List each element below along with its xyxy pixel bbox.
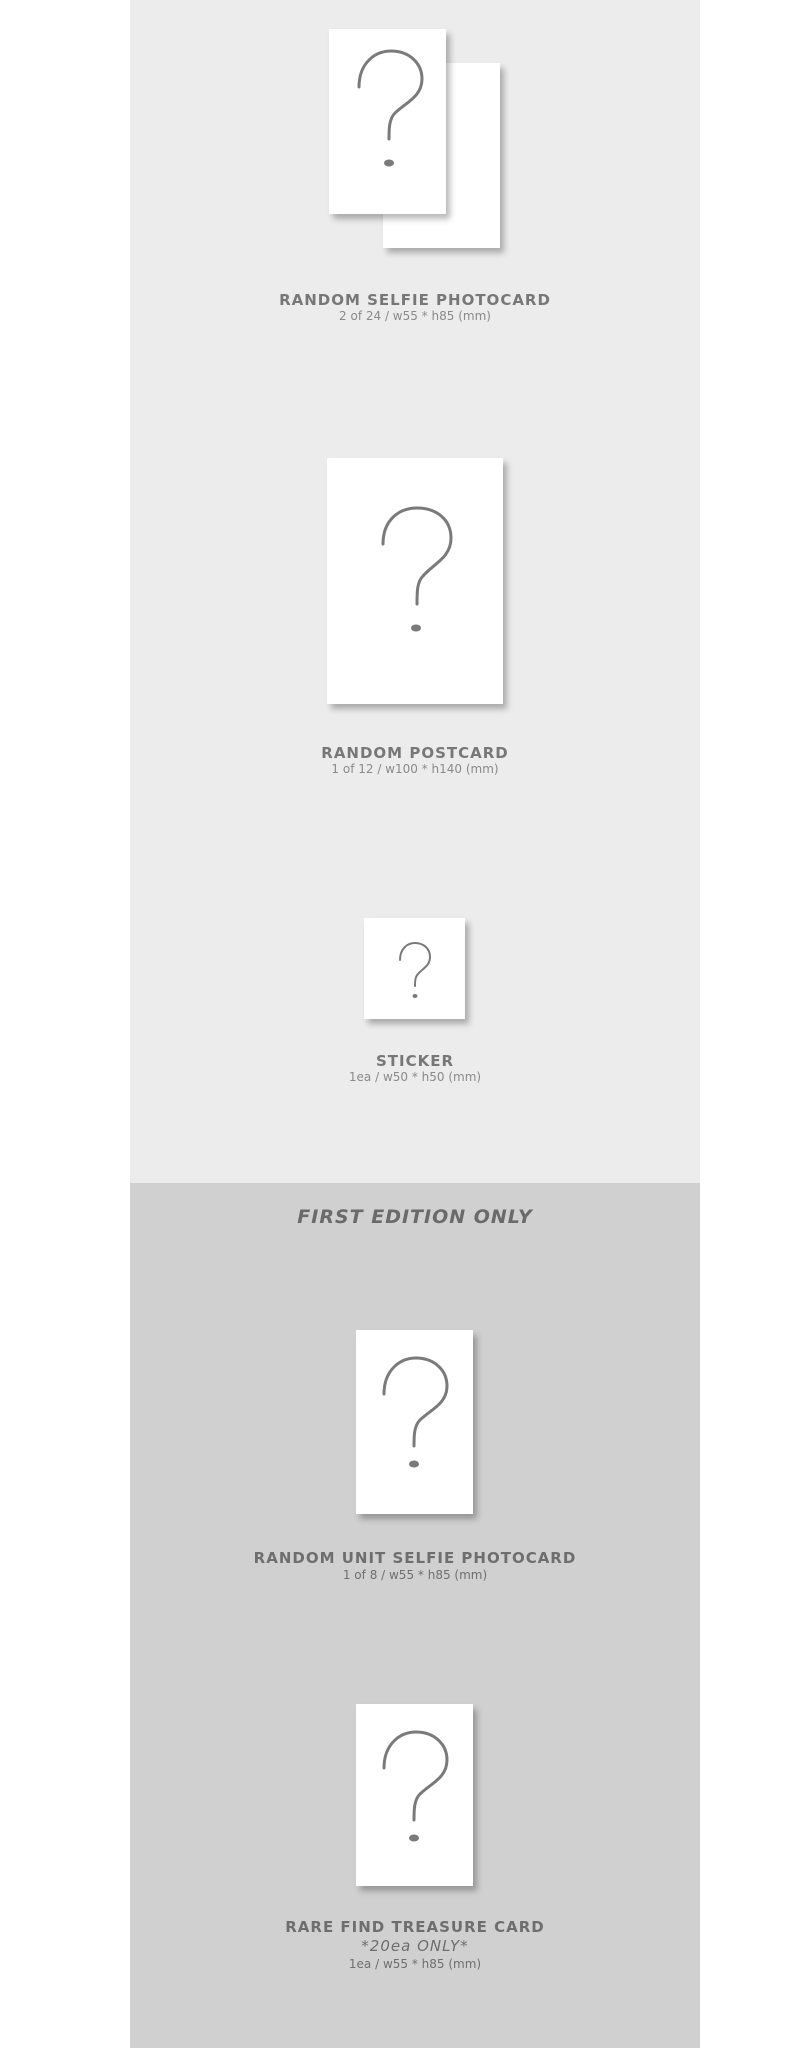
item-spec-selfie-photocard: 2 of 24 / w55 * h85 (mm) — [339, 309, 491, 323]
treasure-card — [356, 1704, 473, 1886]
photocard-front — [329, 29, 446, 214]
item-spec-treasure-card: 1ea / w55 * h85 (mm) — [348, 1957, 482, 1971]
question-mark-icon — [327, 458, 503, 704]
item-title-selfie-photocard: RANDOM SELFIE PHOTOCARD — [279, 291, 551, 309]
standard-items-panel — [130, 0, 700, 1183]
item-spec-postcard: 1 of 12 / w100 * h140 (mm) — [331, 762, 499, 776]
sticker-card — [364, 918, 465, 1019]
postcard-card — [327, 458, 503, 704]
item-spec-unit-photocard: 1 of 8 / w55 * h85 (mm) — [342, 1568, 488, 1582]
item-title-postcard: RANDOM POSTCARD — [321, 744, 509, 762]
question-mark-icon — [356, 1704, 473, 1886]
item-spec-sticker: 1ea / w50 * h50 (mm) — [348, 1070, 482, 1084]
item-title-treasure-card: RARE FIND TREASURE CARD — [285, 1918, 545, 1936]
question-mark-icon — [329, 29, 446, 214]
item-title-sticker: STICKER — [375, 1052, 455, 1070]
unit-photocard-card — [356, 1330, 473, 1514]
first-edition-panel — [130, 1183, 700, 2048]
first-edition-heading: FIRST EDITION ONLY — [297, 1206, 533, 1228]
question-mark-icon — [356, 1330, 473, 1514]
item-title-unit-photocard: RANDOM UNIT SELFIE PHOTOCARD — [253, 1549, 577, 1567]
question-mark-icon — [364, 918, 465, 1019]
item-note-treasure-card: *20ea ONLY* — [361, 1937, 469, 1955]
